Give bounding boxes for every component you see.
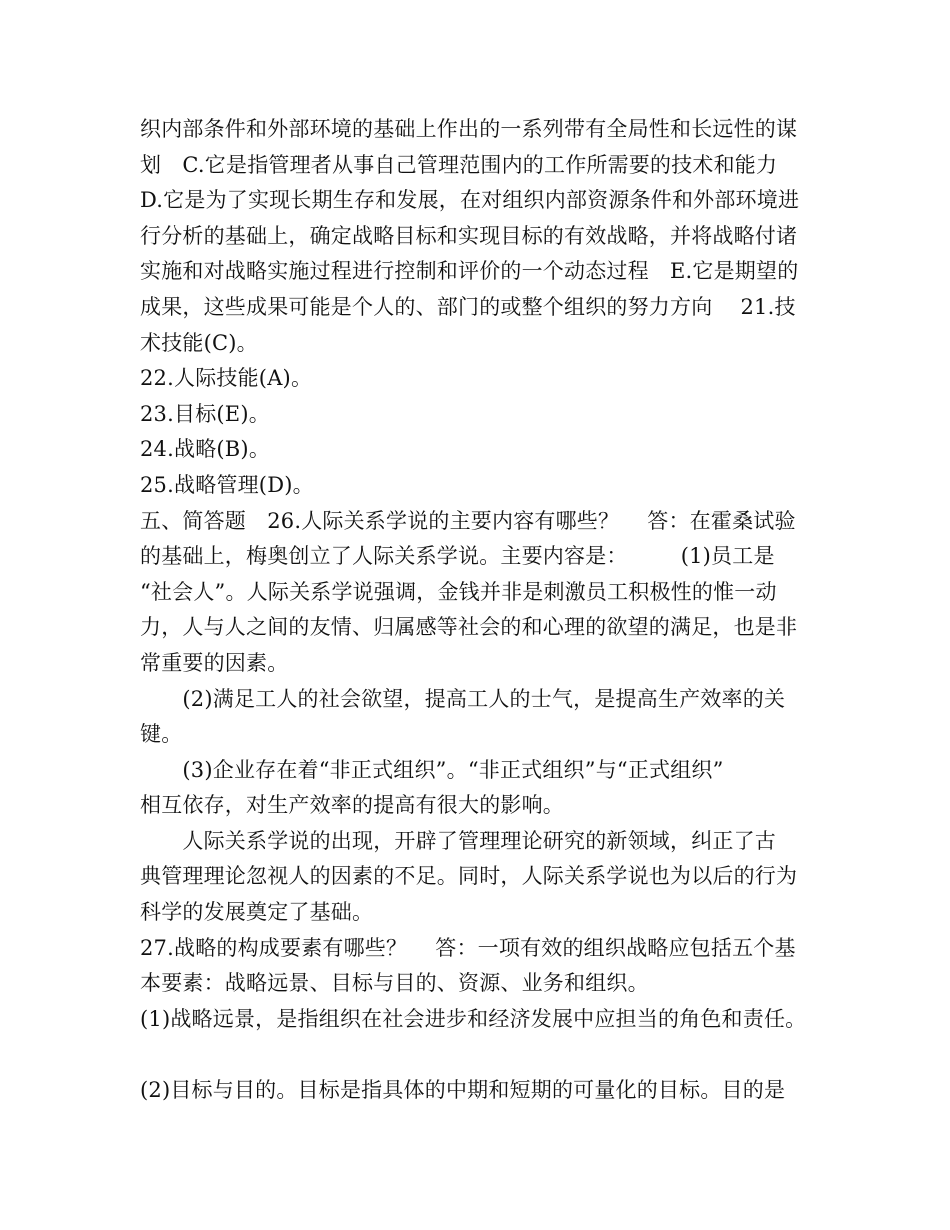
text-line: 成果，这些成果可能是个人的、部门的或整个组织的努力方向 21.技 [140,294,796,319]
text-line: (2)满足工人的社会欲望，提高工人的士气，是提高生产效率的关 [140,686,786,711]
section-heading-line: 五、简答题 26.人际关系学说的主要内容有哪些？ 答：在霍桑试验 [140,508,796,533]
answer-item-22: 22.人际技能(A)。 [140,366,313,391]
text-line: 行分析的基础上，确定战略目标和实现目标的有效战略，并将战略付诸 [140,223,798,248]
answer-item-23: 23.目标(E)。 [140,401,270,426]
answer-item-24: 24.战略(B)。 [140,437,271,462]
text-line: 相互依存，对生产效率的提高有很大的影响。 [140,793,564,818]
text-line: 力，人与人之间的友情、归属感等社会的和心理的欲望的满足，也是非 [140,615,798,640]
text-line: 键。 [140,722,183,747]
text-line: 人际关系学说的出现，开辟了管理理论研究的新领域，纠正了古 [140,828,776,853]
text-line: 实施和对战略实施过程进行控制和评价的一个动态过程 E.它是期望的 [140,259,799,284]
text-line: 划 C.它是指管理者从事自己管理范围内的工作所需要的技术和能力 [140,152,778,177]
text-line: 常重要的因素。 [140,650,289,675]
text-line: (1)战略远景，是指组织在社会进步和经济发展中应担当的角色和责任。 [140,1006,807,1031]
text-line: 织内部条件和外部环境的基础上作出的一系列带有全局性和长远性的谋 [140,117,798,141]
text-line: 典管理理论忽视人的因素的不足。同时，人际关系学说也为以后的行为 [140,864,798,889]
text-line: 的基础上，梅奥创立了人际关系学说。主要内容是： (1)员工是 [140,544,775,569]
text-line: (3)企业存在着“非正式组织”。“非正式组织”与“正式组织” [140,757,724,782]
text-line: “社会人”。人际关系学说强调，金钱并非是刺激员工积极性的惟一动 [140,579,777,604]
text-line: D.它是为了实现长期生存和发展，在对组织内部资源条件和外部环境进 [140,188,800,213]
question-27-line: 27.战略的构成要素有哪些？ 答：一项有效的组织战略应包括五个基 [140,935,796,960]
text-line: 本要素：战略远景、目标与目的、资源、业务和组织。 [140,971,649,996]
blank-line [140,1037,820,1073]
text-line: 科学的发展奠定了基础。 [140,900,374,925]
document-body [140,112,820,1109]
text-line: 术技能(C)。 [140,330,258,355]
text-line: (2)目标与目的。目标是指具体的中期和短期的可量化的目标。目的是 [140,1078,786,1103]
answer-item-25: 25.战略管理(D)。 [140,472,314,497]
